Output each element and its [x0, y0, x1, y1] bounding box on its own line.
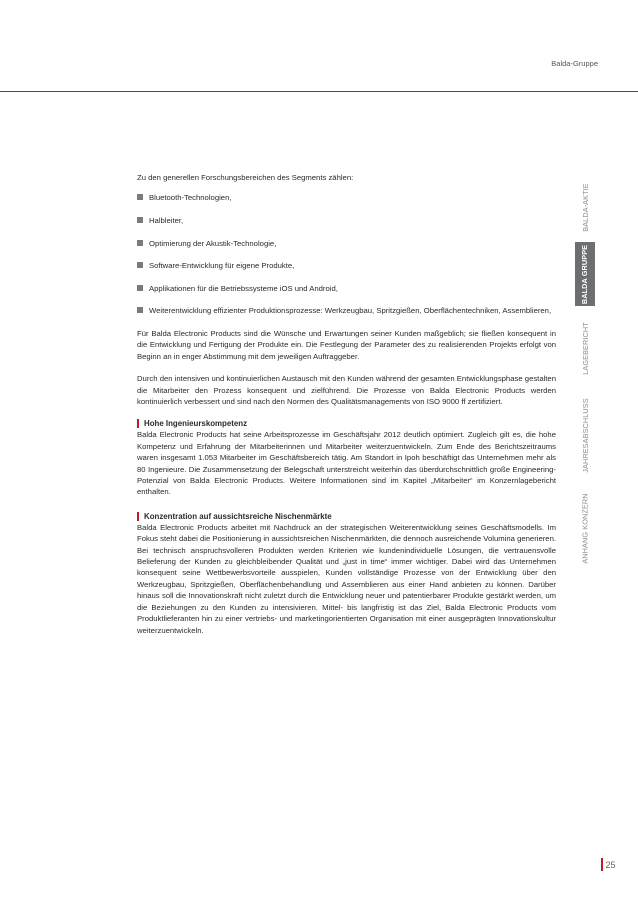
intro-text: Zu den generellen Forschungsbereichen des Segments zählen: [137, 173, 354, 182]
tab-label: BALDA-AKTIE [580, 182, 590, 232]
list-item: Weiterentwicklung effizienter Produktionsprozesse: Werkzeugbau, Spritzgießen, Oberflächentechniken, Assemblieren, [137, 305, 556, 316]
tab-label: LAGEBERICHT [580, 321, 590, 375]
tab-label: ANHANG KONZERN [580, 492, 590, 564]
paragraph-process: Durch den intensiven und kontinuierlichen Austausch mit den Kunden während der gesamten Entwicklungsphase gestalten die Mitarbeiter den Prozess konsequent und zielführend. Die Prozesse von Balda Electronic Products werden kontinuierlich verbessert und sind nach den Normen des Qualitätsmanagements von ISO 9000 ff zertifiziert. [137, 374, 556, 406]
research-areas-list [137, 192, 556, 316]
section-heading-engineering [137, 418, 556, 429]
header-divider [0, 91, 638, 92]
main-content [137, 172, 556, 636]
paragraph-customer-focus: Für Balda Electronic Products sind die Wünsche und Erwartungen seiner Kunden maßgeblich; sie fließen konsequent in die Entwicklung und Fertigung der Produkte ein. Die Festlegung der Parameter des zu realisierenden Projekts erfolgt von Beginn an in enger Abstimmung mit dem jeweiligen Auftraggeber. [137, 328, 556, 361]
tab-label: BALDA GRUPPE [580, 244, 590, 304]
heading-text: Hohe Ingenieurskompetenz [144, 419, 248, 429]
list-item: Optimierung der Akustik-Technologie, [137, 238, 556, 249]
list-item: Bluetooth-Technologien, [137, 192, 556, 203]
side-tab-navigation [575, 176, 638, 566]
page-number-marker [601, 858, 603, 871]
page-number [601, 858, 616, 871]
tab-jahresabschluss[interactable] [575, 390, 595, 480]
list-item: Software-Entwicklung für eigene Produkte, [137, 260, 556, 271]
tab-lagebericht[interactable] [575, 314, 595, 382]
header-title: Balda-Gruppe [551, 59, 598, 68]
list-item: Applikationen für die Betriebssysteme iOS und Android, [137, 283, 556, 294]
heading-text: Konzentration auf aussichtsreiche Nischenmärkte [144, 511, 332, 521]
page-number-text: 25 [605, 859, 616, 870]
heading-marker [137, 419, 139, 428]
heading-marker [137, 512, 139, 521]
tab-balda-aktie[interactable] [575, 176, 595, 238]
tab-balda-gruppe[interactable] [575, 242, 595, 306]
section-heading-niche-markets [137, 511, 556, 522]
tab-anhang-konzern[interactable] [575, 488, 595, 568]
paragraph-engineering: Balda Electronic Products hat seine Arbeitsprozesse im Geschäftsjahr 2012 deutlich optimiert. Zugleich gilt es, die hohe Kompetenz und Erfahrung der Mitarbeiterinnen und Mitarbeiter weiterzuentwickeln. Zum Ende des Berichtszeitraums waren insgesamt 1.053 Mitarbeiter im Geschäftsbereich tätig. Am Standort in Ipoh beschäftigt das Unternehmen mehr als 80 Ingenieure. Die Zusammensetzung der Belegschaft unterstreicht weiterhin das überdurchschnittlich große Engineering-Potenzial von Balda Electronic Products. Weitere Informationen sind im Kapitel „Mitarbeiter“ im Konzernlagebericht enthalten. [137, 430, 556, 497]
tab-label: JAHRESABSCHLUSS [580, 397, 590, 473]
paragraph-niche-markets: Balda Electronic Products arbeitet mit Nachdruck an der strategischen Weiterentwicklung seines Geschäftsmodells. Im Fokus steht dabei die Positionierung in aussichtsreichen Nischenmärkten, die dennoch ausreichende Volumina generieren. Bei technisch anspruchsvolleren Produkten werden Kriterien wie kundenindividuelle Lösungen, die vertrauensvolle Belieferung der Kunden zu gleichbleibender Qualität und „just in time“ immer wichtiger. Dabei wird das Unternehmen konsequent seine Wettbewerbsvorteile ausspielen, Kunden vollständige Prozesse von der Entwicklung über den Werkzeugbau, Spritzgießen, Oberflächenbehandlung und Assemblieren aus einer Hand anbieten zu können. Darüber hinaus soll die Innovationskraft nicht zuletzt durch die Entwicklung neuer und patentierbarer Produkte gestärkt werden, um die Beziehungen zu den Kunden zu intensivieren. Mittel- bis langfristig ist das Ziel, Balda Electronic Products vom Produktlieferanten hin zu einer vertriebs- und marketingorientierten Organisation mit einer ausgeprägten Innovationskultur weiterzuentwickeln. [137, 522, 556, 635]
list-item: Halbleiter, [137, 215, 556, 226]
